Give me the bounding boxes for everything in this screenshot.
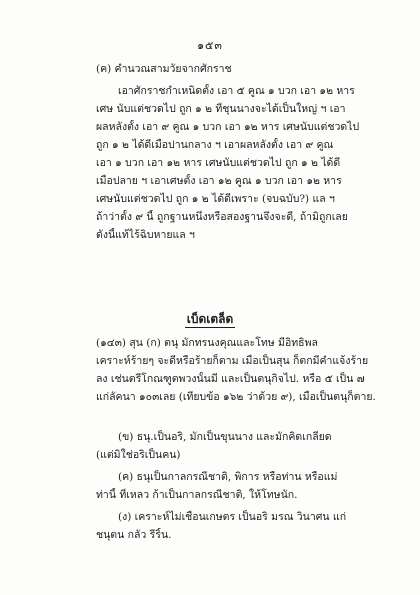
text-line: ลง เช่นตรีโกณฑูตพวงนั้นมี และเป็นตนุกิจไป. หรือ ๕ เป็น ๗ [96,373,365,385]
text-line: เมื่อปลาย ฯ เอาเศษตั้ง เอา ๑๒ คูณ ๑ บวก เอา ๑๒ หาร [96,175,342,187]
text-line: ถ้าว่าตั้ง ๙ นี้ ถูกฐานหนึ่งหรือสองฐานจึงจะดี, ถ้ามิถูกเลย [96,211,348,223]
text-line: เอา ๑ บวก เอา ๑๒ หาร เศษนับแต่ชวดไป ถูก ๑ ๒ ได้ดี [96,157,341,169]
text-line: เอาศักราชกำเหนิดตั้ง เอา ๕ คูณ ๑ บวก เอา ๑๒ หาร [118,85,355,97]
text-line: ถูก ๑ ๒ ได้ดีเมื่อปานกลาง ฯ เอาผลหลังตั้ง เอา ๙ คูณ [96,139,334,151]
text-line: ผลหลังตั้ง เอา ๙ คูณ ๑ บวก เอา ๑๒ หาร เศษนับแต่ชวดไป [96,121,360,133]
text-line: เศษนับแต่ชวดไป ถูก ๑ ๒ ได้ดีเพราะ (จบฉบับ?) แล ฯ [96,193,335,205]
text-line: (แต่มิใช่อริเป็นคน) [96,449,181,461]
text-line: ดังนี้แท้ไร้ฉิบหายแล ฯ [96,229,195,241]
page-number: ๑๕๓ [197,39,223,52]
text-line: แก่ลัคนา ๑๐๓เลย (เทียบข้อ ๑๖๒ ว่าด้วย ๙), เมื่อเป็นตนุก็ตาย. [96,391,376,403]
text-line: (ค) ธนุเป็นกาลกรณีชาติ, พิการ หรือท่าน หรือแม่ [118,471,338,483]
text-line: (ข) ธนุ.เป็นอริ, มักเป็นขุนนาง และมักคิดเกลียด [118,431,332,443]
text-line: (ค) คำนวณสามวัยจากศักราช [96,63,232,75]
text-line: (ง) เคราะห์ไม่เชื่อนเกษตร เป็นอริ มรณ วินาศน แก่ [118,511,347,523]
text-line: (๑๔๓) สุน (ก) ตนุ มักทรนงคุณและโทษ มีอิทธิพล [96,337,318,349]
section-heading [0,310,420,329]
text-line: เคราะห์ร้ายๆ จะดีหรือร้ายก็ตาม เมื่อเป็นสุน ก็ตกมีคำแจ้งร้าย [96,355,369,367]
text-line: ชนุตน กลัว รีริ้น. [96,529,172,541]
text-line: เศษ นับแต่ชวดไป ถูก ๑ ๒ ที่ชุนนางจะได้เป็นใหญ่ ฯ เอา [96,103,346,115]
text-line: ท่านี้ ที่เหลว ก้าเป็นกาลกรณีชาติ, ให้โทษนัก. [96,489,298,501]
section-heading-text: เบ็ดเตล็ด [186,312,234,326]
